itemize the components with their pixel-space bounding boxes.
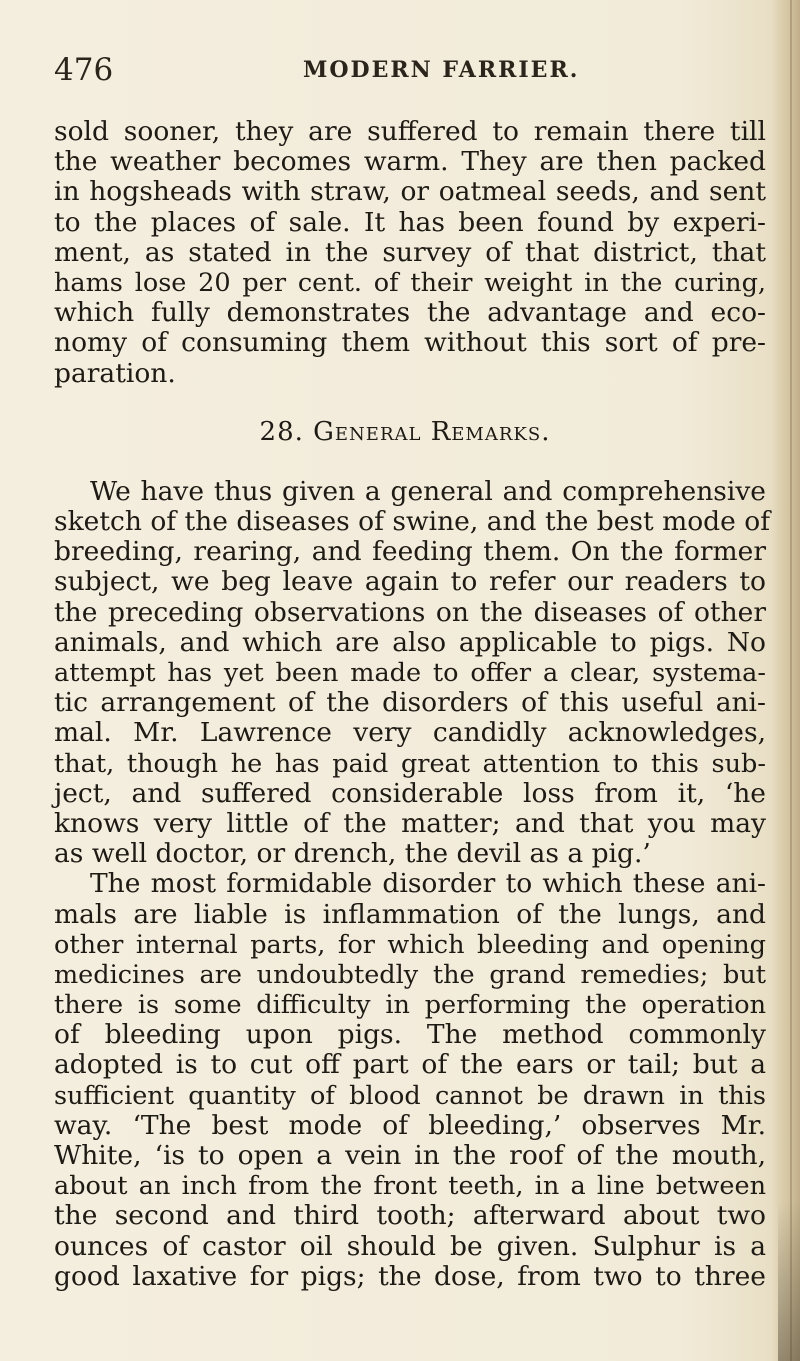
page-number: 476 xyxy=(54,52,114,88)
text-line: The most formidable disorder to which these ani- xyxy=(90,868,766,900)
text-line: knows very little of the matter; and that you may xyxy=(54,807,766,839)
page-edge-shadow xyxy=(772,0,800,1361)
text-line: to the places of sale. It has been found by experi- xyxy=(54,206,766,238)
text-line: nomy of consuming them without this sort of pre- xyxy=(54,327,766,359)
text-line: mal. Mr. Lawrence very candidly acknowledges, xyxy=(54,717,766,749)
text-line: the weather becomes warm. They are then packed xyxy=(54,146,766,178)
section-heading xyxy=(54,417,766,447)
text-line: We have thus given a general and comprehensive xyxy=(90,475,766,507)
text-line: paration. xyxy=(54,357,176,389)
running-head: MODERN FARRIER. xyxy=(303,57,580,83)
text-line: ounces of castor oil should be given. Sulphur is a xyxy=(54,1230,766,1262)
paragraph-continuation xyxy=(54,117,766,389)
text-line: adopted is to cut off part of the ears or tail; but a xyxy=(54,1049,766,1081)
page-corner-shadow xyxy=(778,1200,800,1361)
text-line: other internal parts, for which bleeding and opening xyxy=(54,929,766,960)
text-line: sufficient quantity of blood cannot be drawn in this xyxy=(54,1080,766,1111)
text-line: in hogsheads with straw, or oatmeal seeds, and sent xyxy=(54,176,766,208)
text-line: subject, we beg leave again to refer our readers to xyxy=(54,566,766,598)
text-line: ject, and suffered considerable loss from it, ‘he xyxy=(54,777,766,809)
text-line: sold sooner, they are suffered to remain there till xyxy=(54,116,766,147)
text-line: the preceding observations on the diseases of other xyxy=(54,596,766,628)
text-line: breeding, rearing, and feeding them. On the former xyxy=(54,536,766,568)
text-line: there is some difficulty in performing the operation xyxy=(54,990,766,1021)
body-text xyxy=(54,116,771,1292)
text-line: good laxative for pigs; the dose, from two to three xyxy=(54,1260,766,1292)
text-line: which fully demonstrates the advantage and eco- xyxy=(54,297,766,329)
page-header xyxy=(54,52,754,112)
text-line: animals, and which are also applicable to pigs. No xyxy=(54,626,766,658)
text-line: way. ‘The best mode of bleeding,’ observes Mr. xyxy=(54,1109,766,1141)
text-line: White, ‘is to open a vein in the roof of the mouth, xyxy=(54,1140,766,1171)
text-line: as well doctor, or drench, the devil as a pig.’ xyxy=(54,838,651,870)
text-line: that, though he has paid great attention to this sub- xyxy=(54,748,766,779)
text-line: medicines are undoubtedly the grand remedies; but xyxy=(54,959,766,990)
text-line: tic arrangement of the disorders of this useful ani- xyxy=(54,687,766,719)
text-line: mals are liable is inflammation of the lungs, and xyxy=(54,898,766,930)
text-line: hams lose 20 per cent. of their weight in the curing, xyxy=(54,267,766,298)
page-edge-line xyxy=(790,0,792,1361)
text-line: of bleeding upon pigs. The method commonly xyxy=(54,1019,766,1051)
text-line: attempt has yet been made to offer a clear, systema- xyxy=(54,658,766,688)
text-line: about an inch from the front teeth, in a line between xyxy=(54,1171,766,1202)
text-line: the second and third tooth; afterward about two xyxy=(54,1200,766,1232)
paragraph-disorders xyxy=(54,869,766,1292)
section-heading-text: 28. General Remarks. xyxy=(259,416,551,447)
text-line: sketch of the diseases of swine, and the best mode of xyxy=(54,506,771,538)
text-line: ment, as stated in the survey of that district, that xyxy=(54,236,766,268)
paragraph-general-remarks xyxy=(54,475,771,870)
